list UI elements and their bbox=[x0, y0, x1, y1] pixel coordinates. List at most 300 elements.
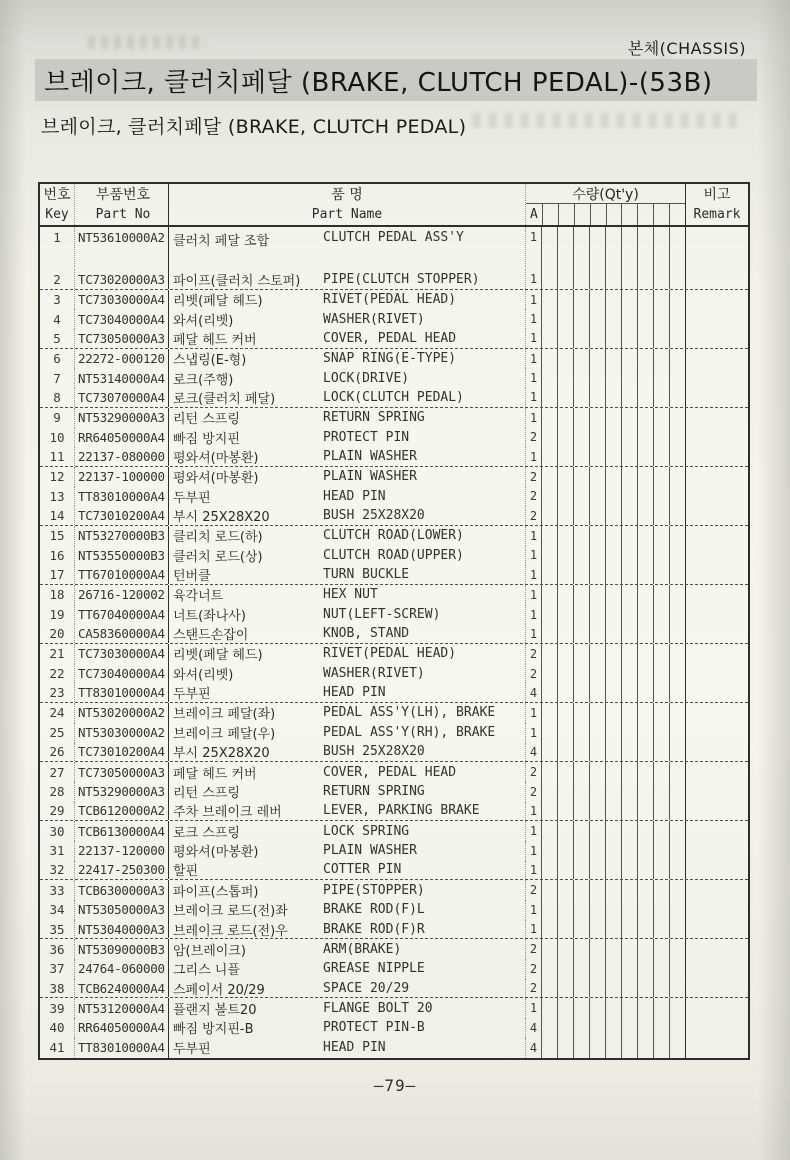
qty-empty-cell bbox=[605, 467, 621, 487]
qty-empty-cell bbox=[621, 605, 637, 625]
qty-empty-cell bbox=[589, 841, 605, 861]
qty-empty-cell bbox=[557, 585, 573, 605]
table-row bbox=[40, 920, 748, 940]
qty-empty-cell bbox=[637, 762, 653, 782]
qty-empty-cell bbox=[621, 585, 637, 605]
table-row bbox=[40, 723, 748, 743]
qty-empty-cell bbox=[621, 388, 637, 407]
table-row bbox=[40, 487, 748, 507]
qty-empty-cell bbox=[589, 703, 605, 723]
part-no-cell: TCB6120000A2 bbox=[74, 802, 168, 821]
qty-empty-cell bbox=[653, 664, 669, 684]
qty-empty-cell bbox=[653, 880, 669, 900]
part-name-en: NUT(LEFT-SCREW) bbox=[323, 607, 441, 623]
qty-empty-cell bbox=[669, 723, 685, 743]
table-row bbox=[40, 861, 748, 881]
qty-empty-cell bbox=[637, 979, 653, 998]
qty-empty-cell bbox=[669, 349, 685, 369]
qty-empty-cell bbox=[669, 998, 685, 1018]
remark-cell bbox=[685, 861, 748, 880]
qty-empty-cell bbox=[653, 565, 669, 584]
qty-empty-cell bbox=[637, 782, 653, 802]
qty-a-cell: 1 bbox=[525, 605, 541, 625]
qty-empty-cell bbox=[605, 683, 621, 702]
qty-empty-cell bbox=[573, 664, 589, 684]
key-cell: 5 bbox=[53, 330, 61, 346]
part-name-en: HEAD PIN bbox=[323, 488, 386, 504]
part-name-en: PLAIN WASHER bbox=[323, 843, 417, 859]
key-cell: 36 bbox=[49, 941, 65, 957]
remark-cell bbox=[685, 782, 748, 802]
table-row bbox=[40, 703, 748, 723]
qty-empty-cell bbox=[589, 959, 605, 979]
qty-empty-cell bbox=[605, 546, 621, 566]
part-name-ko: 너트(좌나사) bbox=[173, 609, 246, 625]
table-row bbox=[40, 1018, 748, 1038]
part-name-cell bbox=[168, 624, 525, 643]
part-name-cell bbox=[168, 428, 525, 448]
part-name-en: HEAD PIN bbox=[323, 685, 386, 701]
key-cell: 30 bbox=[49, 823, 65, 839]
part-name-ko: 클리치 로드(하) bbox=[173, 530, 263, 546]
part-name-cell bbox=[168, 605, 525, 625]
header-qty bbox=[525, 184, 685, 225]
part-name-en: PROTECT PIN-B bbox=[323, 1020, 425, 1036]
part-name-cell bbox=[168, 762, 525, 782]
remark-cell bbox=[685, 998, 748, 1018]
qty-empty-cell bbox=[541, 546, 557, 566]
qty-empty-cell bbox=[669, 329, 685, 348]
qty-a-cell: 2 bbox=[525, 762, 541, 782]
qty-empty-cell bbox=[589, 998, 605, 1018]
key-cell: 23 bbox=[49, 685, 65, 701]
qty-empty-cell bbox=[605, 565, 621, 584]
qty-empty-cell bbox=[621, 762, 637, 782]
qty-empty-cell bbox=[573, 487, 589, 507]
part-name-cell bbox=[168, 526, 525, 546]
part-name-cell bbox=[168, 998, 525, 1018]
part-name-cell bbox=[168, 388, 525, 407]
qty-empty-cell bbox=[653, 782, 669, 802]
qty-empty-cell bbox=[589, 309, 605, 329]
qty-empty-cell bbox=[653, 644, 669, 664]
part-name-en: COVER, PEDAL HEAD bbox=[323, 764, 457, 780]
remark-cell bbox=[685, 290, 748, 310]
part-name-cell bbox=[168, 782, 525, 802]
part-name-cell bbox=[168, 979, 525, 998]
qty-a-cell: 1 bbox=[525, 227, 541, 270]
page-subtitle: 브레이크, 클러치페달 (BRAKE, CLUTCH PEDAL) bbox=[41, 116, 467, 138]
header-remark bbox=[685, 184, 748, 225]
qty-subcol-empty bbox=[590, 204, 606, 225]
table-row bbox=[40, 979, 748, 999]
qty-empty-cell bbox=[653, 349, 669, 369]
qty-empty-cell bbox=[573, 802, 589, 821]
qty-empty-cell bbox=[669, 821, 685, 841]
part-name-ko: 평와셔(마봉환) bbox=[173, 471, 259, 487]
qty-empty-cell bbox=[541, 821, 557, 841]
part-no-cell: TCB6240000A4 bbox=[74, 979, 168, 998]
qty-empty-cell bbox=[573, 959, 589, 979]
key-cell: 20 bbox=[49, 626, 65, 642]
qty-empty-cell bbox=[669, 1018, 685, 1038]
key-cell: 38 bbox=[49, 980, 65, 996]
qty-empty-cell bbox=[669, 388, 685, 407]
qty-empty-cell bbox=[637, 683, 653, 702]
part-no-cell: RR64050000A4 bbox=[74, 1018, 168, 1038]
qty-empty-cell bbox=[653, 368, 669, 388]
part-no-cell: TC73030000A4 bbox=[74, 644, 168, 664]
qty-subcol-empty bbox=[542, 204, 558, 225]
qty-empty-cell bbox=[669, 782, 685, 802]
remark-cell bbox=[685, 270, 748, 289]
table-row bbox=[40, 841, 748, 861]
qty-a-cell: 2 bbox=[525, 880, 541, 900]
part-name-ko: 할핀 bbox=[173, 864, 199, 880]
table-row bbox=[40, 821, 748, 841]
qty-empty-cell bbox=[653, 1018, 669, 1038]
qty-empty-cell bbox=[637, 644, 653, 664]
remark-cell bbox=[685, 227, 748, 270]
qty-empty-cell bbox=[605, 388, 621, 407]
part-name-en: WASHER(RIVET) bbox=[323, 311, 425, 327]
qty-empty-cell bbox=[557, 802, 573, 821]
qty-empty-cell bbox=[637, 467, 653, 487]
qty-a-cell: 2 bbox=[525, 939, 541, 959]
qty-empty-cell bbox=[557, 290, 573, 310]
qty-empty-cell bbox=[637, 743, 653, 762]
qty-empty-cell bbox=[557, 998, 573, 1018]
qty-empty-cell bbox=[653, 802, 669, 821]
part-no-cell: NT53090000B3 bbox=[74, 939, 168, 959]
remark-cell bbox=[685, 605, 748, 625]
qty-empty-cell bbox=[541, 487, 557, 507]
qty-empty-cell bbox=[589, 368, 605, 388]
part-name-ko: 로크 스프링 bbox=[173, 825, 240, 841]
part-name-cell bbox=[168, 506, 525, 525]
qty-empty-cell bbox=[637, 861, 653, 880]
key-cell: 24 bbox=[49, 705, 65, 721]
qty-empty-cell bbox=[589, 723, 605, 743]
key-cell: 39 bbox=[49, 1000, 65, 1016]
key-cell: 31 bbox=[49, 843, 65, 859]
qty-empty-cell bbox=[541, 270, 557, 289]
qty-empty-cell bbox=[637, 565, 653, 584]
qty-empty-cell bbox=[653, 762, 669, 782]
qty-empty-cell bbox=[621, 644, 637, 664]
part-name-cell bbox=[168, 861, 525, 880]
part-name-cell bbox=[168, 723, 525, 743]
qty-a-cell: 1 bbox=[525, 802, 541, 821]
part-name-ko: 암(브레이크) bbox=[173, 943, 246, 959]
part-name-ko: 턴버클 bbox=[173, 569, 211, 584]
remark-cell bbox=[685, 467, 748, 487]
table-row bbox=[40, 227, 748, 270]
qty-empty-cell bbox=[573, 467, 589, 487]
qty-empty-cell bbox=[557, 428, 573, 448]
part-name-en: PIPE(CLUTCH STOPPER) bbox=[323, 271, 480, 287]
qty-empty-cell bbox=[589, 624, 605, 643]
qty-a-cell: 1 bbox=[525, 309, 541, 329]
part-name-ko: 평와셔(마봉환) bbox=[173, 845, 259, 861]
qty-subcol-empty bbox=[606, 204, 622, 225]
part-no-cell: NT53120000A4 bbox=[74, 998, 168, 1018]
qty-a-cell: 1 bbox=[525, 447, 541, 466]
part-name-cell bbox=[168, 349, 525, 369]
key-cell: 40 bbox=[49, 1020, 65, 1036]
part-no-cell: TC73050000A3 bbox=[74, 762, 168, 782]
qty-empty-cell bbox=[605, 270, 621, 289]
part-name-en: LOCK SPRING bbox=[323, 823, 410, 839]
qty-empty-cell bbox=[573, 861, 589, 880]
qty-empty-cell bbox=[637, 506, 653, 525]
qty-empty-cell bbox=[605, 585, 621, 605]
qty-empty-cell bbox=[653, 290, 669, 310]
header-part-no-ko: 부품번호 bbox=[95, 187, 151, 203]
qty-empty-cell bbox=[621, 526, 637, 546]
table-row bbox=[40, 329, 748, 349]
qty-empty-cell bbox=[653, 270, 669, 289]
qty-empty-cell bbox=[653, 227, 669, 270]
part-name-ko: 육각너트 bbox=[173, 589, 224, 605]
qty-empty-cell bbox=[669, 743, 685, 762]
remark-cell bbox=[685, 329, 748, 348]
part-no-cell: RR64050000A4 bbox=[74, 428, 168, 448]
qty-empty-cell bbox=[621, 743, 637, 762]
part-name-en: BUSH 25X28X20 bbox=[323, 508, 425, 524]
part-name-en: RETURN SPRING bbox=[323, 784, 425, 800]
table-row bbox=[40, 802, 748, 822]
qty-empty-cell bbox=[637, 959, 653, 979]
qty-empty-cell bbox=[637, 585, 653, 605]
qty-empty-cell bbox=[605, 821, 621, 841]
qty-empty-cell bbox=[541, 624, 557, 643]
remark-cell bbox=[685, 880, 748, 900]
table-row bbox=[40, 683, 748, 703]
key-cell: 16 bbox=[49, 547, 65, 563]
qty-empty-cell bbox=[621, 565, 637, 584]
page-title-bar bbox=[35, 59, 757, 101]
key-cell: 4 bbox=[53, 311, 61, 327]
part-name-cell bbox=[168, 841, 525, 861]
qty-empty-cell bbox=[653, 900, 669, 920]
qty-empty-cell bbox=[573, 683, 589, 702]
part-name-ko: 브레이크 페달(좌) bbox=[173, 707, 276, 723]
part-name-en: LOCK(DRIVE) bbox=[323, 370, 410, 386]
qty-empty-cell bbox=[621, 880, 637, 900]
qty-empty-cell bbox=[573, 644, 589, 664]
part-no-cell: NT53140000A4 bbox=[74, 368, 168, 388]
qty-empty-cell bbox=[605, 664, 621, 684]
part-no-cell: CA58360000A4 bbox=[74, 624, 168, 643]
qty-a-cell: 1 bbox=[525, 329, 541, 348]
qty-empty-cell bbox=[541, 841, 557, 861]
part-no-cell: TCB6300000A3 bbox=[74, 880, 168, 900]
qty-empty-cell bbox=[573, 227, 589, 270]
part-no-cell: NT53290000A3 bbox=[74, 408, 168, 428]
remark-cell bbox=[685, 408, 748, 428]
qty-empty-cell bbox=[589, 329, 605, 348]
key-cell: 12 bbox=[49, 469, 65, 485]
header-part-no-en: Part No bbox=[95, 207, 151, 222]
part-name-en: COVER, PEDAL HEAD bbox=[323, 330, 457, 346]
key-cell: 19 bbox=[49, 607, 65, 623]
qty-empty-cell bbox=[669, 605, 685, 625]
qty-empty-cell bbox=[541, 428, 557, 448]
qty-empty-cell bbox=[573, 998, 589, 1018]
qty-empty-cell bbox=[605, 1038, 621, 1058]
qty-empty-cell bbox=[541, 605, 557, 625]
part-name-ko: 로크(클러치 페달) bbox=[173, 391, 276, 407]
qty-empty-cell bbox=[605, 782, 621, 802]
header-part-name-ko: 품 명 bbox=[331, 187, 363, 203]
part-name-ko: 클러치 로드(상) bbox=[173, 549, 263, 565]
qty-empty-cell bbox=[605, 861, 621, 880]
part-name-cell bbox=[168, 290, 525, 310]
qty-a-cell: 1 bbox=[525, 998, 541, 1018]
remark-cell bbox=[685, 762, 748, 782]
part-name-cell bbox=[168, 743, 525, 762]
qty-empty-cell bbox=[573, 1018, 589, 1038]
remark-cell bbox=[685, 664, 748, 684]
part-name-ko: 파이프(클러치 스토퍼) bbox=[173, 273, 301, 289]
qty-a-cell: 4 bbox=[525, 683, 541, 702]
part-name-en: WASHER(RIVET) bbox=[323, 666, 425, 682]
qty-empty-cell bbox=[653, 723, 669, 743]
qty-empty-cell bbox=[669, 920, 685, 939]
remark-cell bbox=[685, 644, 748, 664]
qty-empty-cell bbox=[653, 388, 669, 407]
qty-empty-cell bbox=[541, 644, 557, 664]
qty-a-cell: 1 bbox=[525, 349, 541, 369]
qty-empty-cell bbox=[669, 939, 685, 959]
key-cell: 29 bbox=[49, 803, 65, 819]
qty-empty-cell bbox=[589, 408, 605, 428]
part-no-cell: NT53270000B3 bbox=[74, 526, 168, 546]
part-name-en: SNAP RING(E-TYPE) bbox=[323, 351, 457, 367]
qty-empty-cell bbox=[573, 782, 589, 802]
qty-empty-cell bbox=[557, 447, 573, 466]
qty-empty-cell bbox=[653, 1038, 669, 1058]
qty-empty-cell bbox=[573, 546, 589, 566]
qty-empty-cell bbox=[541, 506, 557, 525]
qty-empty-cell bbox=[573, 329, 589, 348]
qty-empty-cell bbox=[605, 998, 621, 1018]
qty-empty-cell bbox=[669, 683, 685, 702]
qty-empty-cell bbox=[605, 227, 621, 270]
qty-empty-cell bbox=[557, 959, 573, 979]
qty-empty-cell bbox=[637, 900, 653, 920]
part-name-en: BUSH 25X28X20 bbox=[323, 744, 425, 760]
table-row bbox=[40, 605, 748, 625]
key-cell: 7 bbox=[53, 370, 61, 386]
qty-subcol-empty bbox=[637, 204, 653, 225]
qty-empty-cell bbox=[637, 329, 653, 348]
part-name-en: ARM(BRAKE) bbox=[323, 941, 402, 957]
part-name-en: RIVET(PEDAL HEAD) bbox=[323, 646, 457, 662]
qty-a-cell: 1 bbox=[525, 900, 541, 920]
qty-a-cell: 1 bbox=[525, 368, 541, 388]
qty-empty-cell bbox=[557, 703, 573, 723]
part-name-cell bbox=[168, 900, 525, 920]
qty-empty-cell bbox=[589, 506, 605, 525]
qty-empty-cell bbox=[621, 703, 637, 723]
part-no-cell: 26716-120002 bbox=[74, 585, 168, 605]
qty-empty-cell bbox=[573, 565, 589, 584]
qty-empty-cell bbox=[637, 408, 653, 428]
part-no-cell: TCB6130000A4 bbox=[74, 821, 168, 841]
qty-empty-cell bbox=[605, 624, 621, 643]
part-name-en: FLANGE BOLT 20 bbox=[323, 1000, 433, 1016]
part-name-en: PLAIN WASHER bbox=[323, 449, 417, 465]
qty-empty-cell bbox=[621, 1018, 637, 1038]
part-name-ko: 페달 헤드 커버 bbox=[173, 332, 257, 348]
part-name-cell bbox=[168, 546, 525, 566]
qty-empty-cell bbox=[605, 428, 621, 448]
part-name-en: COTTER PIN bbox=[323, 862, 402, 878]
remark-cell bbox=[685, 703, 748, 723]
qty-empty-cell bbox=[653, 329, 669, 348]
qty-empty-cell bbox=[605, 487, 621, 507]
header-key-en: Key bbox=[45, 207, 69, 222]
qty-empty-cell bbox=[557, 920, 573, 939]
remark-cell bbox=[685, 388, 748, 407]
qty-empty-cell bbox=[653, 546, 669, 566]
key-cell: 15 bbox=[49, 528, 65, 544]
qty-empty-cell bbox=[653, 506, 669, 525]
qty-empty-cell bbox=[573, 526, 589, 546]
qty-empty-cell bbox=[541, 723, 557, 743]
table-body bbox=[40, 227, 748, 1058]
qty-a-cell: 1 bbox=[525, 841, 541, 861]
section-label: 본체(CHASSIS) bbox=[627, 39, 746, 58]
part-name-cell bbox=[168, 467, 525, 487]
qty-empty-cell bbox=[653, 467, 669, 487]
qty-empty-cell bbox=[653, 841, 669, 861]
key-cell: 9 bbox=[53, 410, 61, 426]
qty-empty-cell bbox=[573, 349, 589, 369]
qty-empty-cell bbox=[557, 368, 573, 388]
part-name-cell bbox=[168, 683, 525, 702]
qty-a-cell: 1 bbox=[525, 821, 541, 841]
remark-cell bbox=[685, 959, 748, 979]
qty-empty-cell bbox=[669, 1038, 685, 1058]
qty-empty-cell bbox=[589, 782, 605, 802]
qty-empty-cell bbox=[669, 861, 685, 880]
qty-empty-cell bbox=[589, 762, 605, 782]
part-name-ko: 플랜지 볼트20 bbox=[173, 1002, 257, 1018]
qty-empty-cell bbox=[573, 428, 589, 448]
qty-empty-cell bbox=[589, 880, 605, 900]
header-part-name bbox=[168, 184, 525, 225]
qty-empty-cell bbox=[637, 546, 653, 566]
part-name-ko: 리벳(페달 헤드) bbox=[173, 648, 263, 664]
part-no-cell: NT53040000A3 bbox=[74, 920, 168, 939]
part-no-cell: TC73040000A4 bbox=[74, 309, 168, 329]
qty-empty-cell bbox=[621, 939, 637, 959]
qty-empty-cell bbox=[669, 841, 685, 861]
qty-empty-cell bbox=[653, 605, 669, 625]
qty-empty-cell bbox=[557, 821, 573, 841]
qty-empty-cell bbox=[653, 861, 669, 880]
part-no-cell: TC73070000A4 bbox=[74, 388, 168, 407]
table-row bbox=[40, 743, 748, 763]
qty-subcol-empty bbox=[574, 204, 590, 225]
qty-empty-cell bbox=[621, 920, 637, 939]
part-no-cell: TT67010000A4 bbox=[74, 565, 168, 584]
part-name-cell bbox=[168, 447, 525, 466]
qty-a-cell: 2 bbox=[525, 644, 541, 664]
